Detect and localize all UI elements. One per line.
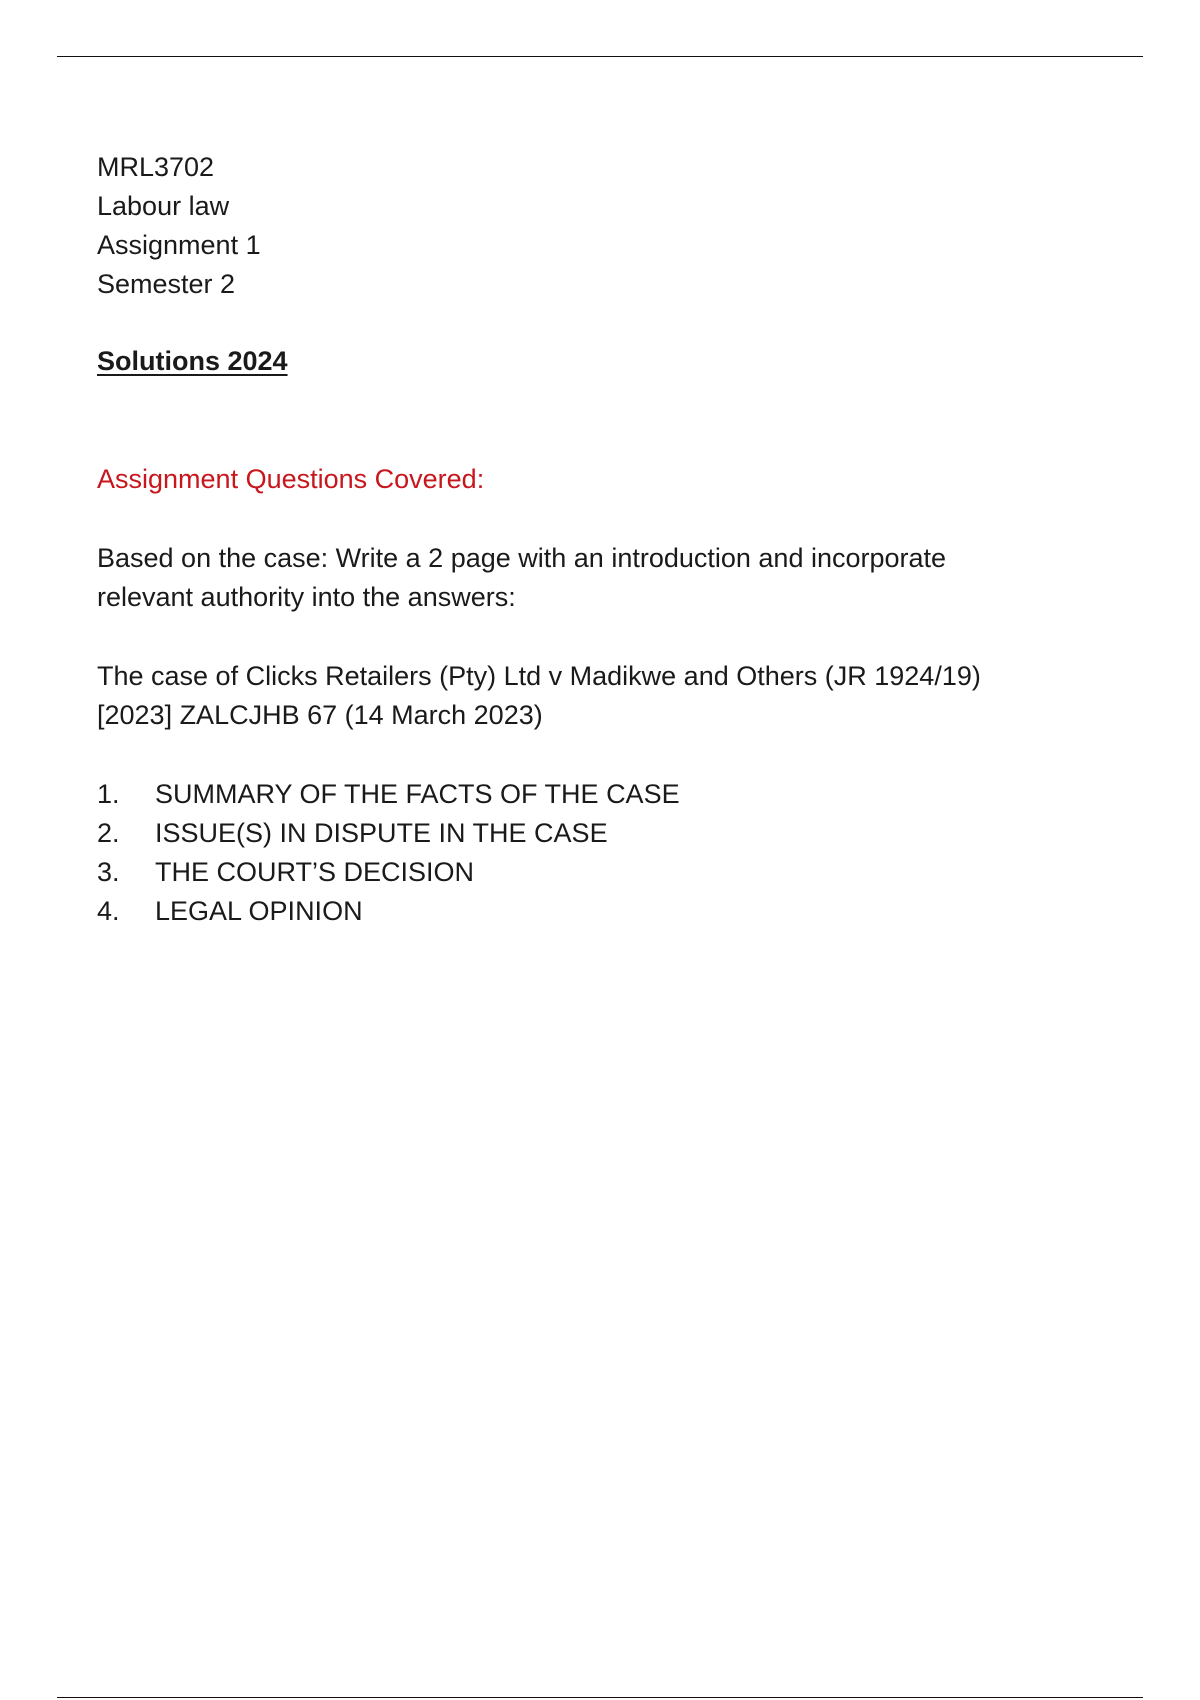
- case-citation-line-1: The case of Clicks Retailers (Pty) Ltd v Madikwe and Others (JR 1924/19): [97, 661, 981, 691]
- list-item-number: 2.: [97, 818, 120, 848]
- case-citation: [97, 657, 1097, 735]
- list-item-number: 1.: [97, 779, 120, 809]
- list-item-text: ISSUE(S) IN DISPUTE IN THE CASE: [155, 818, 608, 848]
- instructions-line-1: Based on the case: Write a 2 page with an introduction and incorporate: [97, 543, 947, 573]
- bottom-rule: [57, 1697, 1143, 1698]
- course-code: MRL3702: [97, 152, 215, 182]
- subject: Labour law: [97, 191, 230, 221]
- list-item-text: THE COURT’S DECISION: [155, 857, 475, 887]
- list-item-text: LEGAL OPINION: [155, 896, 363, 926]
- list-item-number: 3.: [97, 857, 120, 887]
- assignment-label: Assignment 1: [97, 230, 261, 260]
- case-citation-line-2: [2023] ZALCJHB 67 (14 March 2023): [97, 700, 543, 730]
- list-item: [97, 892, 1097, 931]
- instructions-paragraph: [97, 539, 1097, 617]
- instructions-line-2: relevant authority into the answers:: [97, 582, 516, 612]
- questions-covered-heading: Assignment Questions Covered:: [97, 464, 485, 494]
- list-item-number: 4.: [97, 896, 120, 926]
- solutions-heading: Solutions 2024: [97, 346, 288, 376]
- document-body: [97, 148, 1097, 931]
- list-item: [97, 814, 1097, 853]
- top-rule: [57, 56, 1143, 57]
- list-item-text: SUMMARY OF THE FACTS OF THE CASE: [155, 779, 680, 809]
- semester-label: Semester 2: [97, 269, 236, 299]
- list-item: [97, 853, 1097, 892]
- question-list: [97, 775, 1097, 931]
- list-item: [97, 775, 1097, 814]
- document-header: [97, 148, 1097, 304]
